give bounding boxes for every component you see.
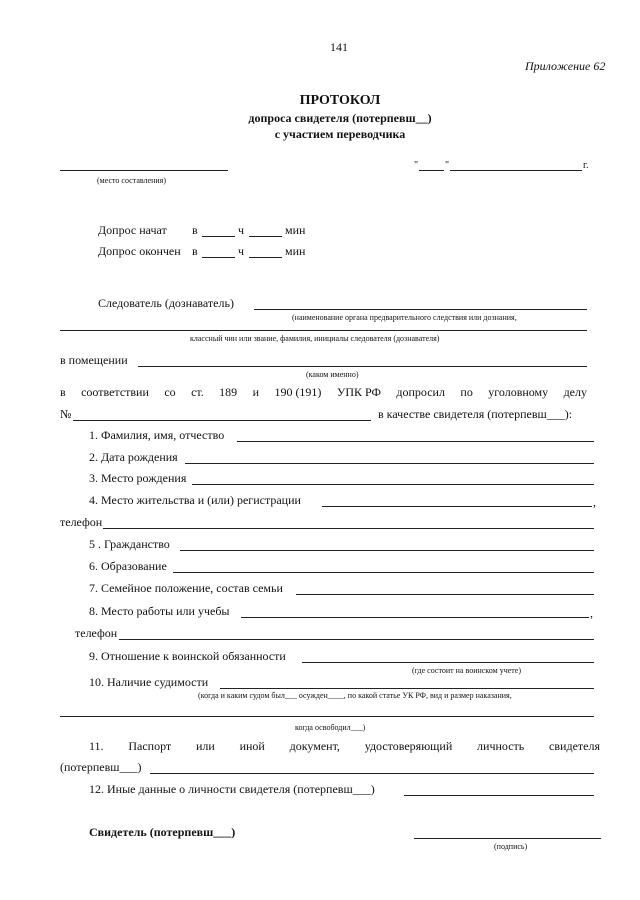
investigator-field-line[interactable]	[254, 309, 587, 310]
field-6-label: 6. Образование	[89, 559, 167, 573]
place-field-line[interactable]	[60, 170, 228, 171]
end-label: Допрос окончен	[98, 244, 181, 258]
end-minutes-label: мин	[285, 244, 306, 258]
title-subject: допроса свидетеля (потерпевш__)	[248, 111, 432, 125]
title-interpreter: с участием переводчика	[274, 127, 406, 141]
basis-word: уголовному	[488, 385, 549, 399]
field-4-comma: ,	[593, 495, 596, 509]
field-11-word: 11.	[89, 739, 104, 753]
basis-word: 190 (191)	[274, 385, 322, 399]
field-2-label: 2. Дата рождения	[89, 450, 178, 464]
field-11-word: удостоверяющий	[364, 739, 453, 753]
phone-2-label: телефон	[75, 626, 118, 640]
start-label: Допрос начат	[98, 223, 167, 237]
field-9-label: 9. Отношение к воинской обязанности	[89, 649, 286, 663]
field-8-line[interactable]	[241, 617, 589, 618]
date-close-quote: "	[445, 160, 450, 171]
signature-line[interactable]	[414, 838, 601, 839]
start-minutes-line[interactable]	[249, 236, 282, 237]
signature-caption: (подпись)	[494, 842, 528, 851]
phone-2-line[interactable]	[119, 639, 594, 640]
case-number-sign: №	[60, 407, 72, 421]
field-10-line[interactable]	[220, 688, 594, 689]
field-12-line[interactable]	[404, 795, 594, 796]
investigator-caption-1: (наименование органа предварительного следствия или дознания,	[292, 313, 517, 322]
field-11-word: иной	[239, 739, 265, 753]
basis-word: со	[164, 385, 176, 399]
field-8-label: 8. Место работы или учебы	[89, 604, 230, 618]
field-4-label: 4. Место жительства и (или) регистрации	[89, 493, 301, 507]
phone-1-label: телефон	[60, 515, 103, 529]
field-10-caption-1: (когда и каким судом был___ осужден____, по какой статье УК РФ, вид и размер наказания,	[198, 691, 512, 700]
investigator-caption-2: классный чин или звание, фамилия, инициалы следователя (дознавателя)	[190, 334, 440, 343]
field-11-word: или	[195, 739, 215, 753]
field-5-label: 5 . Гражданство	[89, 537, 170, 551]
investigator-label: Следователь (дознаватель)	[98, 296, 234, 310]
field-3-line[interactable]	[192, 484, 594, 485]
field-9-line[interactable]	[302, 662, 594, 663]
field-11-line	[89, 739, 600, 754]
day-field-line[interactable]	[419, 170, 444, 171]
field-4-line[interactable]	[322, 506, 592, 507]
end-hours-line[interactable]	[202, 257, 235, 258]
month-year-field-line[interactable]	[450, 170, 582, 171]
field-3-label: 3. Место рождения	[89, 471, 187, 485]
signature-label: Свидетель (потерпевш___)	[89, 825, 236, 839]
field-11-word: свидетеля	[549, 739, 600, 753]
field-6-line[interactable]	[173, 572, 594, 573]
page-number: 141	[330, 40, 348, 54]
field-11-continuation: (потерпевш___)	[60, 760, 142, 774]
field-12-label: 12. Иные данные о личности свидетеля (потерпевш___)	[89, 782, 375, 796]
room-caption: (каком именно)	[306, 370, 359, 379]
field-5-line[interactable]	[180, 550, 594, 551]
basis-word: допросил	[396, 385, 445, 399]
title-protocol: ПРОТОКОЛ	[299, 93, 381, 108]
field-11-word: документ,	[289, 739, 340, 753]
field-10-label: 10. Наличие судимости	[89, 675, 209, 689]
start-hours-line[interactable]	[202, 236, 235, 237]
field-11-word: Паспорт	[128, 739, 172, 753]
as-witness-label: в качестве свидетеля (потерпевш___):	[378, 407, 573, 421]
basis-word: соответствии	[81, 385, 149, 399]
end-v: в	[192, 244, 198, 258]
field-9-caption: (где состоит на воинском учете)	[412, 666, 521, 675]
basis-word: и	[252, 385, 260, 399]
start-v: в	[192, 223, 198, 237]
date-open-quote: "	[414, 160, 419, 171]
appendix-label: Приложение 62	[525, 59, 606, 73]
basis-word: делу	[563, 385, 587, 399]
field-7-label: 7. Семейное положение, состав семьи	[89, 581, 283, 595]
field-2-line[interactable]	[185, 463, 594, 464]
field-1-line[interactable]	[237, 441, 594, 442]
basis-word: УПК РФ	[336, 385, 381, 399]
investigator-field-line-2[interactable]	[60, 330, 587, 331]
end-hours-label: ч	[238, 244, 245, 258]
field-11-word: личность	[477, 739, 525, 753]
phone-1-line[interactable]	[103, 528, 594, 529]
start-hours-label: ч	[238, 223, 245, 237]
start-minutes-label: мин	[285, 223, 306, 237]
year-suffix: г.	[583, 160, 589, 171]
field-10-caption-2: когда освободил___)	[295, 723, 366, 732]
basis-word: 189	[219, 385, 238, 399]
field-7-line[interactable]	[296, 594, 594, 595]
room-label: в помещении	[60, 353, 128, 367]
field-1-label: 1. Фамилия, имя, отчество	[89, 428, 225, 442]
room-field-line[interactable]	[138, 366, 587, 367]
field-11-field-line[interactable]	[150, 773, 594, 774]
basis-word: ст.	[191, 385, 204, 399]
basis-word: по	[460, 385, 473, 399]
basis-word: в	[60, 385, 66, 399]
basis-line	[60, 385, 587, 400]
field-10-line-2[interactable]	[60, 716, 594, 717]
case-number-line[interactable]	[73, 420, 371, 421]
field-8-comma: ,	[590, 606, 593, 620]
end-minutes-line[interactable]	[249, 257, 282, 258]
place-caption: (место составления)	[97, 176, 166, 185]
